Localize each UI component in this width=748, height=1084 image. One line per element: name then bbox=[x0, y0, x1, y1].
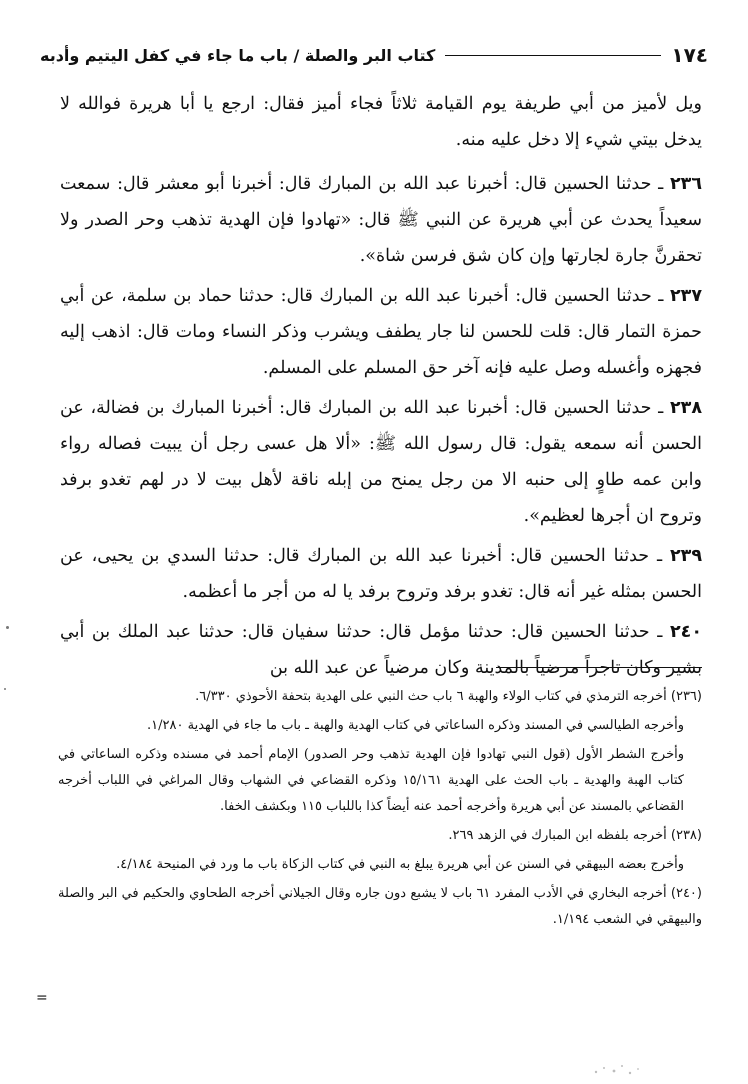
footnote-240 bbox=[58, 881, 702, 933]
hadith-number: ٢٣٧ bbox=[669, 286, 702, 306]
footnote-text: أخرجه البخاري في الأدب المفرد ٦١ باب لا يشبع دون جاره وقال الجيلاني أخرجه الطحاوي والحكيم في البر والصلة والبيهقي في الشعب ١/١٩٤. bbox=[58, 886, 702, 927]
hadith-240 bbox=[60, 614, 702, 686]
hadith-239 bbox=[60, 538, 702, 610]
paragraph-text: ويل لأميز من أبي طريفة يوم القيامة ثلاثاً فجاء أميز فقال: ارجع يا أبا هريرة فوالله لا يدخل بيتي شيء إلا دخل عليه منه. bbox=[60, 94, 702, 150]
hadith-number: ٢٣٩ bbox=[669, 546, 702, 566]
hadith-number: ٢٤٠ bbox=[669, 622, 702, 642]
hadith-text: ـ حدثنا الحسين قال: أخبرنا عبد الله بن المبارك قال: أخبرنا المبارك بن فضالة، عن الحسن أنه سمعه يقول: قال رسول الله ﷺ: «ألا هل عسى رجل أن يبيت فصاله رواء وابن عمه طاوٍ إلى حنبه الا من رجل يمنح من إبله ناقة لأهل بيت لا در لهم تغدو برفد وتروح ان أجرها لعظيم». bbox=[60, 398, 702, 526]
scan-smudge bbox=[588, 1062, 648, 1078]
main-text bbox=[60, 86, 702, 690]
footnote-number: (٢٤٠) bbox=[670, 886, 702, 901]
hadith-number: ٢٣٨ bbox=[669, 398, 702, 418]
hadith-237 bbox=[60, 278, 702, 386]
hadith-236 bbox=[60, 166, 702, 274]
hadith-number: ٢٣٦ bbox=[669, 174, 702, 194]
footnote-continuation bbox=[58, 852, 684, 878]
footnote-text: أخرجه الترمذي في كتاب الولاء والهبة ٦ باب حث النبي على الهدية بتحفة الأحوذي ٦/٣٣٠. bbox=[195, 689, 671, 704]
footnotes bbox=[58, 684, 702, 936]
end-mark: = bbox=[36, 990, 48, 1006]
footnote-236 bbox=[58, 684, 702, 710]
page-header bbox=[40, 38, 708, 72]
footnote-text: وأخرجه الطيالسي في المسند وذكره الساعاتي في كتاب الهدية والهبة ـ باب ما جاء في الهدية ١/٢٨٠. bbox=[147, 718, 684, 733]
hadith-text: ـ حدثنا الحسين قال: حدثنا مؤمل قال: حدثنا سفيان قال: حدثنا عبد الملك بن أبي بشير وكان تاجراً مرضياً بالمدينة وكان مرضياً عن عبد الله بن bbox=[60, 622, 702, 678]
scan-speck bbox=[6, 626, 9, 629]
hadith-text: ـ حدثنا الحسين قال: أخبرنا عبد الله بن المبارك قال: حدثنا السدي بن يحيى، عن الحسن بمثله غير أنه قال: تغدو برفد وتروح برفد يا له من أجر ما أعظمه. bbox=[60, 546, 702, 602]
hadith-238 bbox=[60, 390, 702, 534]
paragraph-continuation bbox=[60, 86, 702, 158]
footnote-continuation bbox=[58, 742, 684, 820]
page-number: ١٧٤ bbox=[671, 43, 708, 67]
header-rule bbox=[445, 55, 661, 56]
running-title: كتاب البر والصلة / باب ما جاء في كفل اليتيم وأدبه bbox=[40, 45, 436, 65]
footnote-number: (٢٣٦) bbox=[670, 689, 702, 704]
footnote-text: وأخرج الشطر الأول (قول النبي تهادوا فإن الهدية تذهب وحر الصدور) الإمام أحمد في مسنده وذكره الساعاتي في كتاب الهبة والهدية ـ باب الحث على الهدية ١٥/١٦١ وذكره القضاعي في الشهاب وقال المراغي في اللباب أخرجه القضاعي بالمسند عن أبي هريرة وأخرجه أحمد عنه أيضاً كذا باللباب ١١٥ وبكشف الخفا. bbox=[58, 747, 684, 814]
footnote-number: (٢٣٨) bbox=[670, 828, 702, 843]
footnote-separator bbox=[496, 667, 702, 668]
footnote-text: وأخرج بعضه البيهقي في السنن عن أبي هريرة يبلغ به النبي في كتاب الزكاة باب ما ورد في المنيحة ٤/١٨٤. bbox=[116, 857, 684, 872]
hadith-text: ـ حدثنا الحسين قال: أخبرنا عبد الله بن المبارك قال: حدثنا حماد بن سلمة، عن أبي حمزة التمار قال: قلت للحسن لنا جار يطفف ويشرب وذكر النساء ومات قال: اذهب إليه فجهزه وأغسله وصل عليه فإنه آخر حق المسلم على المسلم. bbox=[60, 286, 702, 378]
hadith-text: ـ حدثنا الحسين قال: أخبرنا عبد الله بن المبارك قال: أخبرنا أبو معشر قال: سمعت سعيداً يحدث عن أبي هريرة عن النبي ﷺ قال: «تهادوا فإن الهدية تذهب وحر الصدر ولا تحقرنَّ جارة لجارتها وإن كان شق فرسن شاة». bbox=[60, 174, 702, 266]
scan-speck bbox=[4, 688, 6, 690]
footnote-continuation bbox=[58, 713, 684, 739]
footnote-238 bbox=[58, 823, 702, 849]
footnote-text: أخرجه بلفظه ابن المبارك في الزهد ٢٦٩. bbox=[448, 828, 671, 843]
